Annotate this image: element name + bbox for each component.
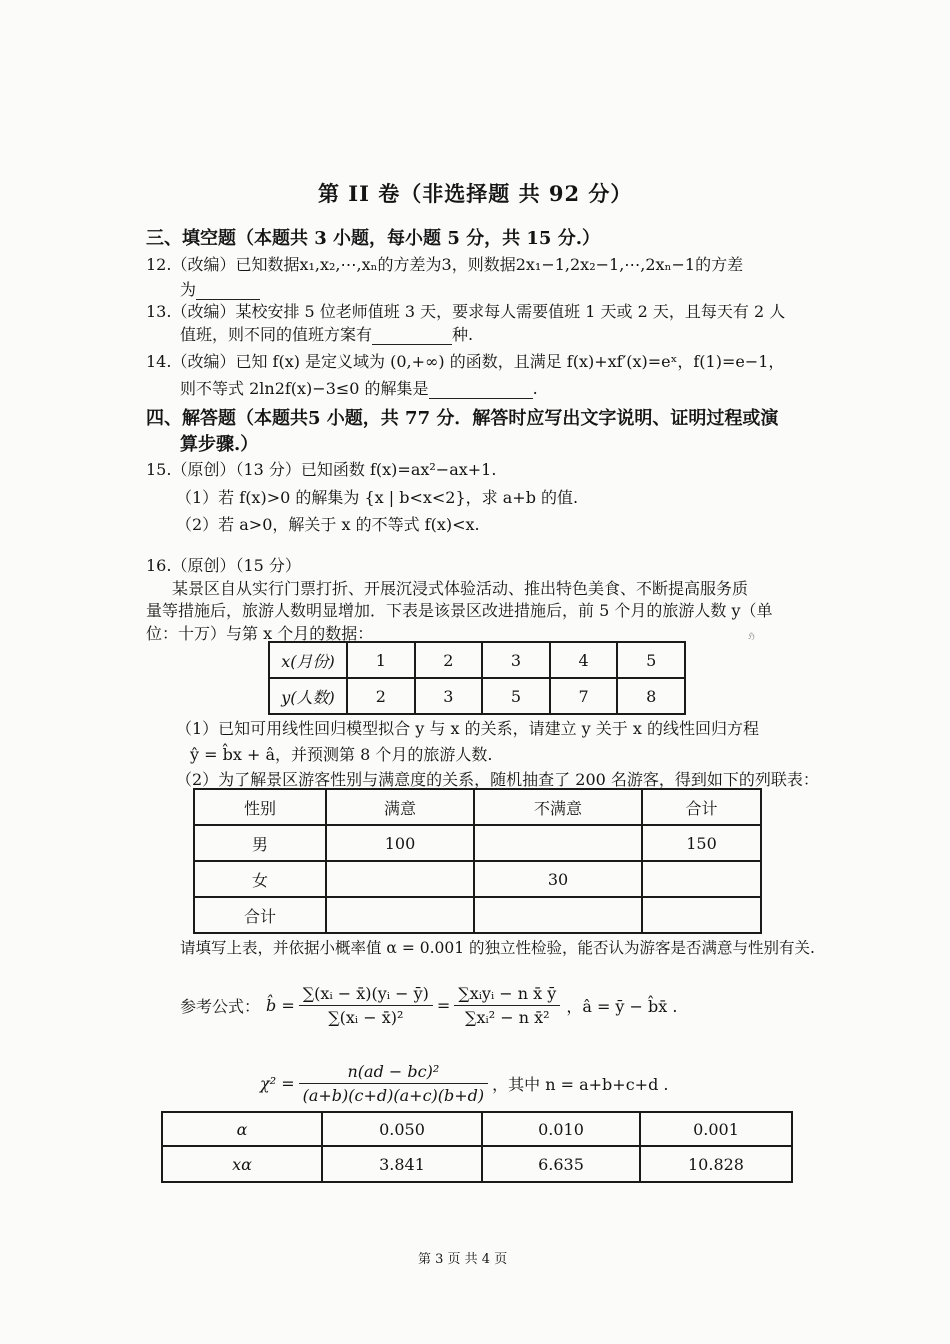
monthly-data-table — [268, 641, 686, 715]
table-row — [162, 1112, 792, 1146]
section3-header: 三、填空题（本题共 3 小题，每小题 5 分，共 15 分.） — [146, 228, 600, 249]
q14-line1: 14.（改编）已知 f(x) 是定义域为 (0,+∞) 的函数，且满足 f(x)+xf′(x)=eˣ，f(1)=e−1， — [146, 352, 785, 371]
chi-fraction — [299, 1062, 489, 1105]
q12-line2 — [180, 277, 260, 300]
formula-label: 参考公式： — [180, 996, 261, 1016]
table-cell: 2 — [347, 678, 415, 714]
table-row — [194, 825, 761, 861]
formula-equals: = — [436, 995, 451, 1015]
table-row — [194, 789, 761, 825]
table-cell[interactable] — [326, 861, 474, 897]
table-cell: α — [162, 1112, 322, 1146]
table-header: 满意 — [326, 789, 474, 825]
formula-fraction-1-den: ∑(xᵢ − x̄)² — [328, 1007, 404, 1027]
table-cell[interactable] — [642, 861, 761, 897]
table-cell: 30 — [474, 861, 642, 897]
table-cell[interactable] — [642, 897, 761, 933]
q16-text3: 位：十万）与第 x 个月的数据： — [146, 624, 374, 643]
q13-line2 — [180, 322, 473, 345]
formula-b-hat — [180, 960, 678, 1050]
table-cell: 7 — [550, 678, 618, 714]
table-cell: 3.841 — [322, 1146, 482, 1182]
q16-part2-after: 请填写上表，并依据小概率值 α = 0.001 的独立性检验，能否认为游客是否满意与性别有关. — [180, 939, 815, 957]
q12-prefix: 为 — [180, 280, 197, 299]
table-row — [194, 897, 761, 933]
q16-part2-line1: （2）为了解景区游客性别与满意度的关系，随机抽查了 200 名游客，得到如下的列联表： — [176, 770, 819, 789]
q16-text1: 某景区自从实行门票打折、开展沉浸式体验活动、推出特色美食、不断提高服务质 — [172, 579, 749, 598]
table-cell: 150 — [642, 825, 761, 861]
formula-fraction-1 — [299, 984, 433, 1027]
table-cell: 女 — [194, 861, 326, 897]
table-row — [269, 642, 685, 678]
table-cell: 100 — [326, 825, 474, 861]
formula-fraction-2 — [454, 984, 560, 1027]
table-cell: 6.635 — [482, 1146, 640, 1182]
section4-header-line2: 算步骤.） — [180, 434, 259, 455]
q12-line1: 12.（改编）已知数据x₁,x₂,⋯,xₙ的方差为3，则数据2x₁−1,2x₂−1,⋯,2xₙ−1的方差 — [146, 255, 744, 274]
table-header: 不满意 — [474, 789, 642, 825]
q13-line1: 13.（改编）某校安排 5 位老师值班 3 天，要求每人需要值班 1 天或 2 天，且每天有 2 人 — [146, 302, 786, 321]
table-cell: 1 — [347, 642, 415, 678]
formula-a-hat: ，â = ȳ − b̂x̄ . — [566, 996, 678, 1016]
q14-suffix: . — [532, 379, 538, 398]
page-footer: 第 3 页 共 4 页 — [418, 1252, 508, 1267]
table-cell: 4 — [550, 642, 618, 678]
critical-value-table — [161, 1111, 793, 1183]
page-title: 第 II 卷（非选择题 共 92 分） — [318, 181, 633, 206]
table-header: 性别 — [194, 789, 326, 825]
chi-den: (a+b)(c+d)(a+c)(b+d) — [302, 1085, 485, 1105]
formula-fraction-2-num: ∑xᵢyᵢ − n x̄ ȳ — [454, 984, 560, 1006]
table-cell: 5 — [482, 678, 550, 714]
table-cell: y(人数) — [269, 678, 347, 714]
table-cell: 10.828 — [640, 1146, 792, 1182]
table-cell: x(月份) — [269, 642, 347, 678]
table-cell: 0.010 — [482, 1112, 640, 1146]
table-cell: 5 — [617, 642, 685, 678]
table-cell: 3 — [415, 678, 483, 714]
table-row — [162, 1146, 792, 1182]
q14-line2 — [180, 376, 538, 399]
formula-fraction-2-den: ∑xᵢ² − n x̄² — [465, 1007, 550, 1027]
formula-fraction-1-num: ∑(xᵢ − x̄)(yᵢ − ȳ) — [299, 984, 433, 1006]
chi-tail: ，其中 n = a+b+c+d . — [492, 1074, 669, 1094]
q15-part2: （2）若 a>0，解关于 x 的不等式 f(x)<x. — [176, 515, 480, 534]
table-cell: 合计 — [194, 897, 326, 933]
q13-suffix: 种. — [452, 325, 474, 344]
table-cell: 3 — [482, 642, 550, 678]
q16-part1-line2: ŷ = b̂x + â，并预测第 8 个月的旅游人数. — [190, 745, 493, 764]
table-cell[interactable] — [326, 897, 474, 933]
section4-header-line1: 四、解答题（本题共5 小题，共 77 分．解答时应写出文字说明、证明过程或演 — [146, 408, 779, 429]
table-cell: 男 — [194, 825, 326, 861]
q15-part1: （1）若 f(x)>0 的解集为 {x | b<x<2}，求 a+b 的值. — [176, 488, 579, 507]
q14-prefix: 则不等式 2ln2f(x)−3≤0 的解集是 — [180, 379, 429, 398]
q16-text2: 量等措施后，旅游人数明显增加．下表是该景区改进措施后，前 5 个月的旅游人数 y（单 — [146, 601, 773, 620]
table-cell: 0.001 — [640, 1112, 792, 1146]
contingency-table — [193, 788, 762, 934]
chi-num: n(ad − bc)² — [299, 1062, 489, 1084]
q16-line1: 16.（原创）（15 分） — [146, 556, 301, 575]
table-row — [269, 678, 685, 714]
table-cell: 0.050 — [322, 1112, 482, 1146]
table-cell: 8 — [617, 678, 685, 714]
q12-answer-blank[interactable] — [196, 281, 260, 300]
q13-prefix: 值班，则不同的值班方案有 — [180, 325, 373, 344]
corner-mark: ℌ — [748, 632, 755, 642]
table-cell[interactable] — [474, 825, 642, 861]
chi-lhs: χ² = — [260, 1073, 295, 1093]
q15-line1: 15.（原创）（13 分）已知函数 f(x)=ax²−ax+1. — [146, 460, 497, 479]
formula-chi-square — [260, 1058, 669, 1108]
table-cell: 2 — [415, 642, 483, 678]
q16-part1-line1: （1）已知可用线性回归模型拟合 y 与 x 的关系，请建立 y 关于 x 的线性回归方程 — [176, 719, 759, 738]
table-header: 合计 — [642, 789, 761, 825]
formula-b-lhs: b̂ = — [266, 995, 295, 1015]
table-row — [194, 861, 761, 897]
q13-answer-blank[interactable] — [372, 326, 452, 345]
table-cell[interactable] — [474, 897, 642, 933]
table-cell: xα — [162, 1146, 322, 1182]
q14-answer-blank[interactable] — [429, 380, 533, 399]
